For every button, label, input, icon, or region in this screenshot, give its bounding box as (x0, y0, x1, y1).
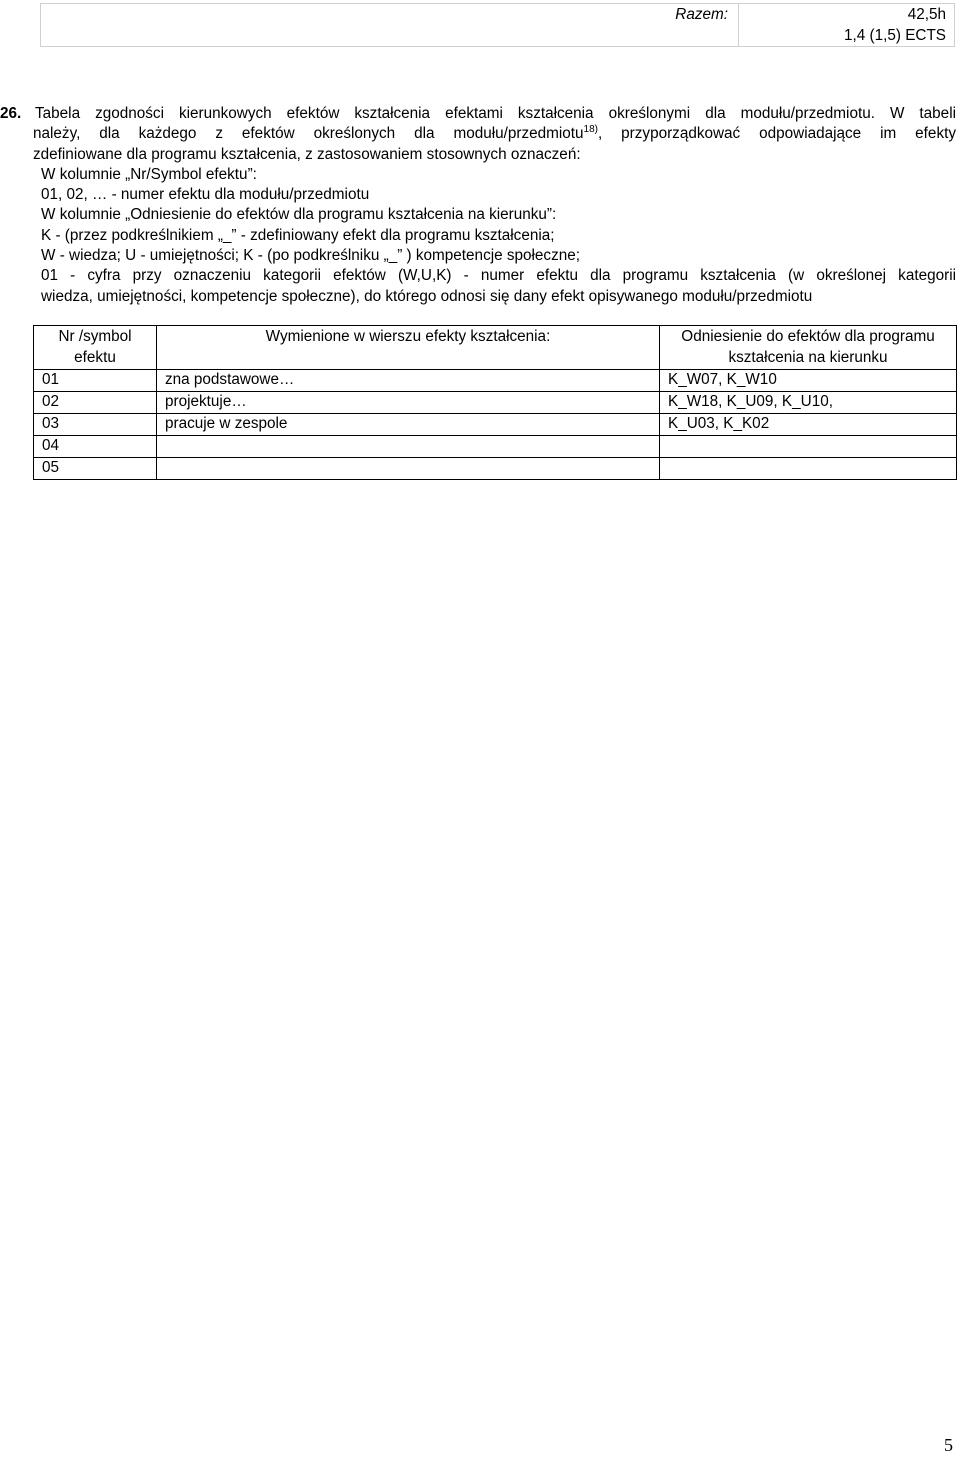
num-description-line1: 01 - cyfra przy oznaczeniu kategorii efektów (W,U,K) - numer efektu dla programu kształcenia (w określonej kategorii (41, 267, 956, 285)
row-nr: 01 (34, 370, 157, 392)
table-row (34, 436, 957, 458)
effects-table (33, 325, 957, 480)
row-reference (660, 436, 957, 458)
header-nr: Nr /symbol efektu (34, 326, 157, 370)
row-effect: projektuje… (157, 392, 660, 414)
section-26 (0, 104, 956, 307)
row-nr: 02 (34, 392, 157, 414)
row-nr: 05 (34, 458, 157, 480)
header-listed: Wymienione w wierszu efekty kształcenia: (157, 326, 660, 370)
row-effect (157, 458, 660, 480)
row-reference: K_U03, K_K02 (660, 414, 957, 436)
k-description: K - (przez podkreślnikiem „_” - zdefiniowany efekt dla programu kształcenia; (41, 226, 555, 244)
section-intro-line1 (0, 104, 956, 124)
row-effect: zna podstawowe… (157, 370, 660, 392)
totals-table (40, 3, 955, 47)
table-row (34, 458, 957, 480)
row-nr: 04 (34, 436, 157, 458)
intro-text-1: Tabela zgodności kierunkowych efektów kształcenia efektami kształcenia określonymi dla modułu/przedmiotu. W tabeli (35, 105, 956, 122)
totals-hours: 42,5h (907, 6, 946, 23)
totals-ects: 1,4 (1,5) ECTS (843, 27, 946, 44)
row-reference: K_W07, K_W10 (660, 370, 957, 392)
row-effect (157, 436, 660, 458)
effects-table-header (34, 326, 957, 370)
table-row (34, 370, 957, 392)
section-intro-line2 (33, 124, 956, 144)
intro-text-2a: należy, dla każdego z efektów określonych dla modułu/przedmiotu (33, 125, 584, 143)
num-description-line2: wiedza, umiejętności, kompetencje społeczne), do którego odnosi się dany efekt opisywanego modułu/przedmiotu (41, 287, 813, 305)
totals-label: Razem: (41, 4, 739, 47)
page-number: 5 (944, 1435, 953, 1455)
col3-heading: W kolumnie „Odniesienie do efektów dla programu kształcenia na kierunku”: (41, 206, 557, 224)
header-reference: Odniesienie do efektów dla programu kształcenia na kierunku (660, 326, 957, 370)
row-nr: 03 (34, 414, 157, 436)
col1-heading: W kolumnie „Nr/Symbol efektu”: (41, 165, 257, 183)
row-effect: pracuje w zespole (157, 414, 660, 436)
wuk-description: W - wiedza; U - umiejętności; K - (po podkreślniku „_” ) kompetencje społeczne; (41, 247, 580, 265)
table-row (34, 392, 957, 414)
footnote-ref: 18) (583, 124, 598, 136)
table-row (34, 414, 957, 436)
totals-row (41, 4, 955, 47)
totals-values (739, 4, 955, 47)
col1-description: 01, 02, … - numer efektu dla modułu/przedmiotu (41, 186, 370, 204)
section-intro-line3: zdefiniowane dla programu kształcenia, z zastosowaniem stosownych oznaczeń: (33, 145, 581, 163)
row-reference: K_W18, K_U09, K_U10, (660, 392, 957, 414)
row-reference (660, 458, 957, 480)
section-number: 26. (0, 105, 22, 122)
intro-text-2b: , przyporządkować odpowiadające im efekty (598, 125, 956, 143)
